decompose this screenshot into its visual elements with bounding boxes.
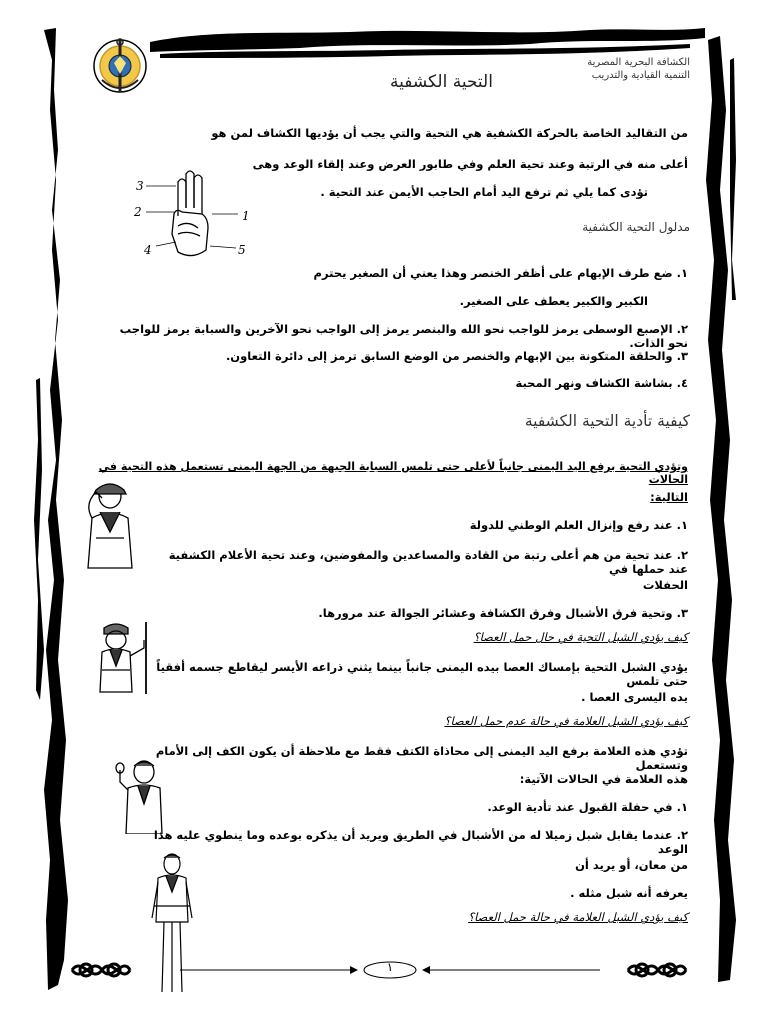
howto-heading: كيفية تأدية التحية الكشفية <box>524 412 690 430</box>
cub-sign-illustration <box>112 758 172 834</box>
sign-case-1: ١. في حفلة القبول عند تأدية الوعد. <box>487 800 688 814</box>
intro-line-3: تؤدى كما يلي ثم ترفع اليد أمام الحاجب الأيمن عند التحية . <box>320 185 648 199</box>
hand-label-1: 1 <box>242 209 250 223</box>
howto-intro-a: وتؤدي التحية برفع اليد اليمنى جانباً لأعلى حتى تلمس السبابة الجبهة من الجهة اليمنى تستعمل هذه التحية في الحالات <box>98 460 688 486</box>
torn-border-right <box>690 0 750 1024</box>
howto-intro-b: التالية: <box>650 490 688 504</box>
question-3: كيف يؤدي الشبل العلامة في حالة حمل العصا؟ <box>468 910 688 924</box>
meaning-item-1b: الكبير والكبير يعطف على الصغير. <box>459 294 648 308</box>
scout-salute-illustration <box>74 478 144 570</box>
hand-label-5: 5 <box>238 243 246 257</box>
meaning-item-1a: ١. ضع طرف الإبهام على أظفر الخنصر وهذا يعني أن الصغير يحترم <box>313 266 688 280</box>
answer-1a: يؤدي الشبل التحية بإمساك العصا بيده اليمنى جانباً بينما يثني ذراعه الأيسر ليقاطع جسمه أفقياً حتى تلمس <box>156 660 688 688</box>
org-department: التنمية القيادية والتدريب <box>591 70 690 81</box>
case-3: ٣. وتحية فرق الأشبال وفرق الكشافة وعشائر الجوالة عند مرورها. <box>318 606 688 620</box>
page-number: ١ <box>386 960 394 974</box>
case-2b: الحفلات <box>642 578 688 592</box>
hand-label-2: 2 <box>134 205 142 219</box>
case-1: ١. عند رفع وإنزال العلم الوطني للدولة <box>469 518 688 532</box>
sign-case-2a: ٢. عندما يقابل شبل زميلا له من الأشبال في الطريق ويريد أن يذكره بوعده وما ينطوي عليه هذا الوعد <box>153 828 688 856</box>
meaning-item-4: ٤. بشاشة الكشاف ونهر المحبة <box>515 376 688 390</box>
org-name: الكشافة البحرية المصرية <box>587 57 690 68</box>
question-2: كيف يؤدي الشبل العلامة في حالة عدم حمل العصا؟ <box>444 714 688 728</box>
answer-2b: هذه العلامة في الحالات الآتية: <box>519 772 688 786</box>
page-title: التحية الكشفية <box>390 72 493 92</box>
meaning-item-3: ٣. والحلقة المتكونة بين الإبهام والخنصر من الوضع السابق ترمز إلى دائرة التعاون. <box>225 349 688 363</box>
hand-label-3: 3 <box>136 179 144 193</box>
intro-line-1: من التقاليد الخاصة بالحركة الكشفية هي التحية والتي يجب أن يؤديها الكشاف لمن هو <box>211 126 688 140</box>
scout-salute-hand-diagram <box>128 168 268 263</box>
rope-ornament-left <box>68 952 134 988</box>
question-1: كيف يؤدي الشبل التحية في حال حمل العصا؟ <box>473 630 688 644</box>
case-2a: ٢. عند تحية من هم أعلى رتبة من القادة والمساعدين والمفوضين، وعند تحية الأعلام الكشفية عند حملها في <box>168 548 688 576</box>
scout-anchor-logo <box>90 36 150 96</box>
sign-case-2b: من معان، أو يريد أن <box>575 858 688 872</box>
sign-case-2c: يعرفه أنه شبل مثله . <box>570 886 688 900</box>
answer-2a: تؤدي هذه العلامة برفع اليد اليمنى إلى محاذاة الكتف فقط مع ملاحظة أن يكون الكف إلى الأمام وتستعمل <box>155 744 688 772</box>
meaning-item-2: ٢. الإصبع الوسطى يرمز للواجب نحو الله والبنصر يرمز إلى الواجب نحو الآخرين والسبابة يرمز للواجب نحو الذات. <box>119 322 688 350</box>
rope-ornament-right <box>624 952 690 988</box>
cub-with-staff-illustration <box>92 618 156 694</box>
answer-1b: يده اليسرى العصا . <box>581 690 688 704</box>
torn-border-left <box>0 0 70 1024</box>
intro-line-2: أعلى منه في الرتبة وعند تحية العلم وفي طابور العرض وعند إلقاء الوعد وهى <box>252 157 688 171</box>
meaning-heading: مدلول التحية الكشفية <box>582 220 690 234</box>
hand-label-4: 4 <box>144 243 152 257</box>
